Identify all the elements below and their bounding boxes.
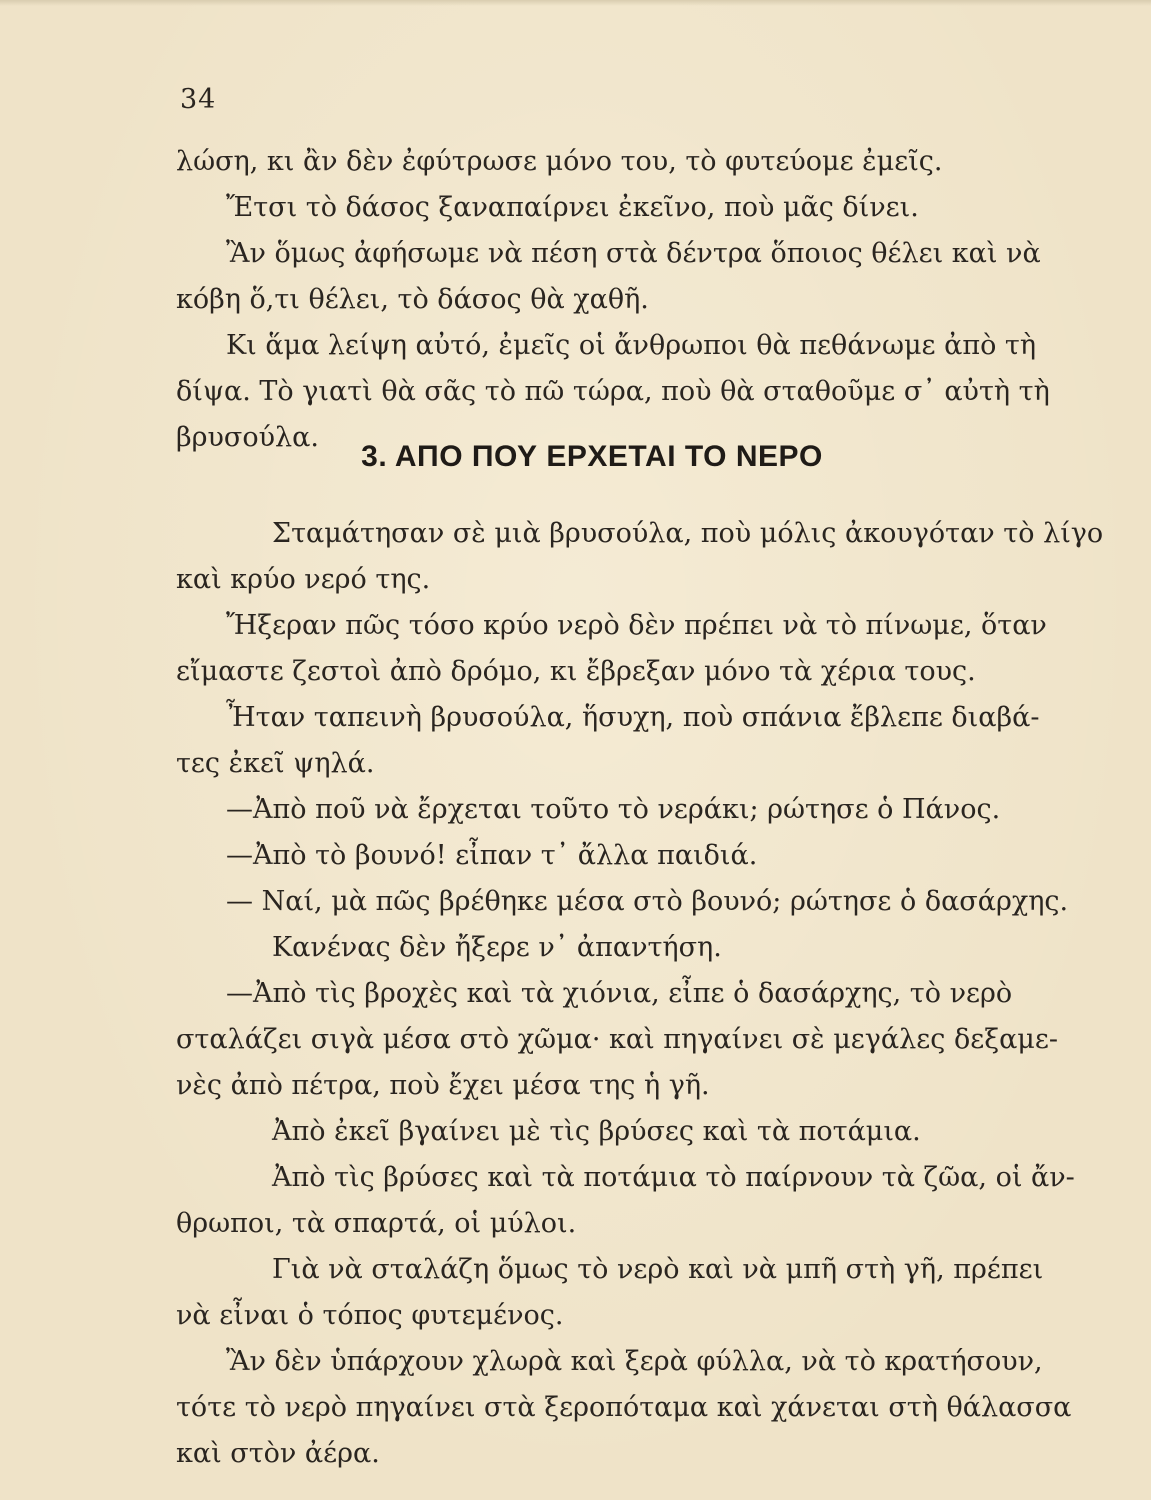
- section-heading: 3. ΑΠΟ ΠΟΥ ΕΡΧΕΤΑΙ ΤΟ ΝΕΡΟ: [361, 440, 823, 473]
- text-line: νὰ εἶναι ὁ τόπος φυτεμένος.: [176, 1300, 564, 1331]
- text-line: Ἀπὸ τὶς βρύσες καὶ τὰ ποτάμια τὸ παίρνουν τὰ ζῶα, οἱ ἄν-: [272, 1162, 1075, 1193]
- text-line: Ἀπὸ ἐκεῖ βγαίνει μὲ τὶς βρύσες καὶ τὰ ποτάμια.: [272, 1116, 921, 1147]
- text-line: Ἔτσι τὸ δάσος ξαναπαίρνει ἐκεῖνο, ποὺ μᾶς δίνει.: [226, 192, 919, 223]
- text-line: νὲς ἀπὸ πέτρα, ποὺ ἔχει μέσα της ἡ γῆ.: [176, 1070, 710, 1101]
- text-line: Κι ἅμα λείψη αὐτό, ἐμεῖς οἱ ἄνθρωποι θὰ πεθάνωμε ἀπὸ τὴ: [226, 330, 1037, 361]
- text-line: Ἦταν ταπεινὴ βρυσούλα, ἥσυχη, ποὺ σπάνια ἔβλεπε διαβά-: [226, 702, 1040, 733]
- text-line: καὶ στὸν ἀέρα.: [176, 1438, 380, 1469]
- text-line: σταλάζει σιγὰ μέσα στὸ χῶμα· καὶ πηγαίνει σὲ μεγάλες δεξαμε-: [176, 1024, 1058, 1055]
- text-line: εἴμαστε ζεστοὶ ἀπὸ δρόμο, κι ἔβρεξαν μόνο τὰ χέρια τους.: [176, 656, 976, 687]
- text-line: θρωποι, τὰ σπαρτά, οἱ μύλοι.: [176, 1208, 577, 1239]
- text-line: κόβη ὅ,τι θέλει, τὸ δάσος θὰ χαθῆ.: [176, 284, 649, 315]
- page-number: 34: [180, 84, 217, 115]
- text-line: τες ἐκεῖ ψηλά.: [176, 748, 375, 779]
- text-line: τότε τὸ νερὸ πηγαίνει στὰ ξεροπόταμα καὶ χάνεται στὴ θάλασσα: [176, 1392, 1072, 1423]
- text-line: — Ναί, μὰ πῶς βρέθηκε μέσα στὸ βουνό; ρώτησε ὁ δασάρχης.: [226, 886, 1069, 917]
- text-line: καὶ κρύο νερό της.: [176, 564, 431, 595]
- text-line: Ἂν ὅμως ἀφήσωμε νὰ πέση στὰ δέντρα ὅποιος θέλει καὶ νὰ: [226, 238, 1041, 269]
- text-line: λώση, κι ἂν δὲν ἐφύτρωσε μόνο του, τὸ φυτεύομε ἐμεῖς.: [176, 146, 943, 177]
- text-line: —Ἀπὸ τὸ βουνό! εἶπαν τ᾿ ἄλλα παιδιά.: [226, 840, 758, 871]
- text-line: Σταμάτησαν σὲ μιὰ βρυσούλα, ποὺ μόλις ἀκουγόταν τὸ λίγο: [272, 518, 1104, 549]
- text-line: δίψα. Τὸ γιατὶ θὰ σᾶς τὸ πῶ τώρα, ποὺ θὰ σταθοῦμε σ᾿ αὐτὴ τὴ: [176, 376, 1050, 407]
- text-line: Γιὰ νὰ σταλάζη ὅμως τὸ νερὸ καὶ νὰ μπῆ στὴ γῆ, πρέπει: [272, 1254, 1044, 1285]
- text-line: Κανένας δὲν ἤξερε ν᾿ ἀπαντήση.: [272, 932, 722, 963]
- text-line: Ἂν δὲν ὑπάρχουν χλωρὰ καὶ ξερὰ φύλλα, νὰ τὸ κρατήσουν,: [226, 1346, 1043, 1377]
- text-line: Ἤξεραν πῶς τόσο κρύο νερὸ δὲν πρέπει νὰ τὸ πίνωμε, ὅταν: [226, 610, 1047, 641]
- text-line: —Ἀπὸ ποῦ νὰ ἔρχεται τοῦτο τὸ νεράκι; ρώτησε ὁ Πάνος.: [226, 794, 1001, 825]
- text-line: βρυσούλα.: [176, 422, 319, 453]
- text-line: —Ἀπὸ τὶς βροχὲς καὶ τὰ χιόνια, εἶπε ὁ δασάρχης, τὸ νερὸ: [226, 978, 1013, 1009]
- page-top-edge: [0, 0, 1151, 6]
